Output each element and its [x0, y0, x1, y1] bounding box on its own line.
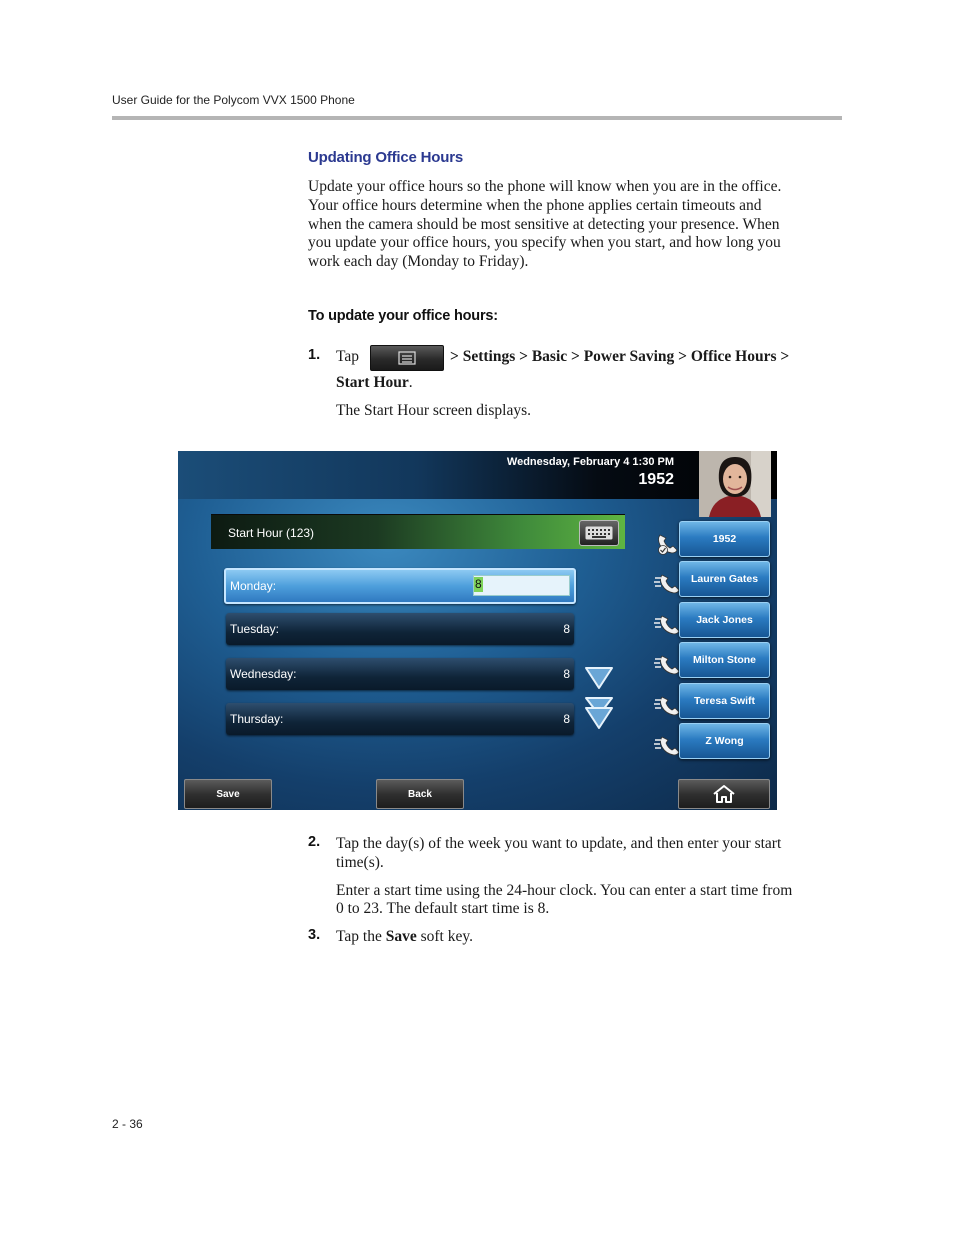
line-key-teresa-swift[interactable]: Teresa Swift — [679, 683, 770, 719]
scroll-down-icon[interactable] — [584, 665, 614, 691]
step-2-note2: 0 to 23. The default start time is 8. — [336, 900, 550, 917]
keyboard-icon — [585, 526, 613, 540]
procedure-title: To update your office hours: — [308, 308, 498, 324]
step-2-line1: Tap the day(s) of the week you want to update, and then enter your start — [336, 835, 782, 852]
intro-line: work each day (Monday to Friday). — [308, 253, 529, 271]
section-title: Updating Office Hours — [308, 149, 463, 166]
header-rule — [112, 116, 842, 120]
home-softkey[interactable] — [678, 779, 770, 809]
thursday-row[interactable] — [226, 703, 574, 735]
step-1-path: > Settings > Basic > Power Saving > Office Hours > — [450, 348, 790, 365]
monday-label: Monday: — [230, 579, 277, 593]
line-key-1952[interactable]: 1952 — [679, 521, 770, 557]
tuesday-row[interactable] — [226, 613, 574, 645]
thursday-value: 8 — [563, 712, 570, 726]
step-2-number: 2. — [308, 834, 321, 850]
monday-value: 8 — [475, 577, 482, 591]
speed-dial-icon — [654, 569, 682, 597]
line-key-milton-stone[interactable]: Milton Stone — [679, 642, 770, 678]
speed-dial-icon — [654, 610, 682, 638]
back-softkey[interactable]: Back — [376, 779, 464, 809]
wednesday-value: 8 — [563, 667, 570, 681]
running-header: User Guide for the Polycom VVX 1500 Phone — [112, 93, 355, 107]
screen-title-bar — [211, 514, 625, 549]
phone-screen — [178, 451, 777, 810]
intro-line: when the camera should be most sensitive at detecting your presence. When — [308, 215, 780, 233]
intro-line: you update your office hours, you specify when you start, and how long you — [308, 234, 781, 252]
step-2-note1: Enter a start time using the 24-hour clock. You can enter a start time from — [336, 882, 793, 899]
step-3-text: Tap the Save soft key. — [336, 928, 473, 945]
page-number: 2 - 36 — [112, 1117, 143, 1131]
speed-dial-icon — [654, 731, 682, 759]
line-key-lauren-gates[interactable]: Lauren Gates — [679, 561, 770, 597]
wednesday-label: Wednesday: — [230, 667, 297, 681]
line-key-z-wong[interactable]: Z Wong — [679, 723, 770, 759]
date-time: Wednesday, February 4 1:30 PM — [506, 456, 674, 468]
intro-line: Your office hours determine when the phone applies certain timeouts and — [308, 196, 762, 214]
line-key-jack-jones[interactable]: Jack Jones — [679, 602, 770, 638]
speed-dial-icon — [654, 691, 682, 719]
step-2-line2: time(s). — [336, 854, 384, 871]
menu-key-button[interactable] — [370, 345, 444, 371]
page-down-icon[interactable] — [584, 695, 614, 731]
step-1-number: 1. — [308, 347, 321, 363]
save-softkey[interactable]: Save — [184, 779, 272, 809]
intro-line: Update your office hours so the phone will know when you are in the office. — [308, 178, 782, 195]
wednesday-row[interactable] — [226, 658, 574, 690]
step-1-tap: Tap — [336, 348, 360, 365]
user-photo — [699, 451, 771, 517]
monday-input[interactable] — [473, 575, 570, 596]
person-avatar-icon — [699, 451, 771, 517]
tuesday-label: Tuesday: — [230, 622, 279, 636]
monday-row[interactable] — [224, 568, 576, 604]
status-bar — [178, 451, 777, 499]
speed-dial-icon — [654, 650, 682, 678]
tuesday-value: 8 — [563, 622, 570, 636]
menu-icon — [398, 351, 416, 365]
keyboard-button[interactable] — [579, 520, 619, 546]
thursday-label: Thursday: — [230, 712, 284, 726]
step-3-number: 3. — [308, 927, 321, 943]
step-1-path-end: Start Hour. — [336, 374, 413, 391]
step-1-result: The Start Hour screen displays. — [336, 402, 531, 419]
intro-paragraph — [308, 178, 842, 272]
screen-title: Start Hour (123) — [228, 526, 315, 540]
extension-number: 1952 — [638, 471, 674, 488]
home-icon — [712, 784, 736, 804]
phone-registered-icon — [654, 529, 682, 557]
